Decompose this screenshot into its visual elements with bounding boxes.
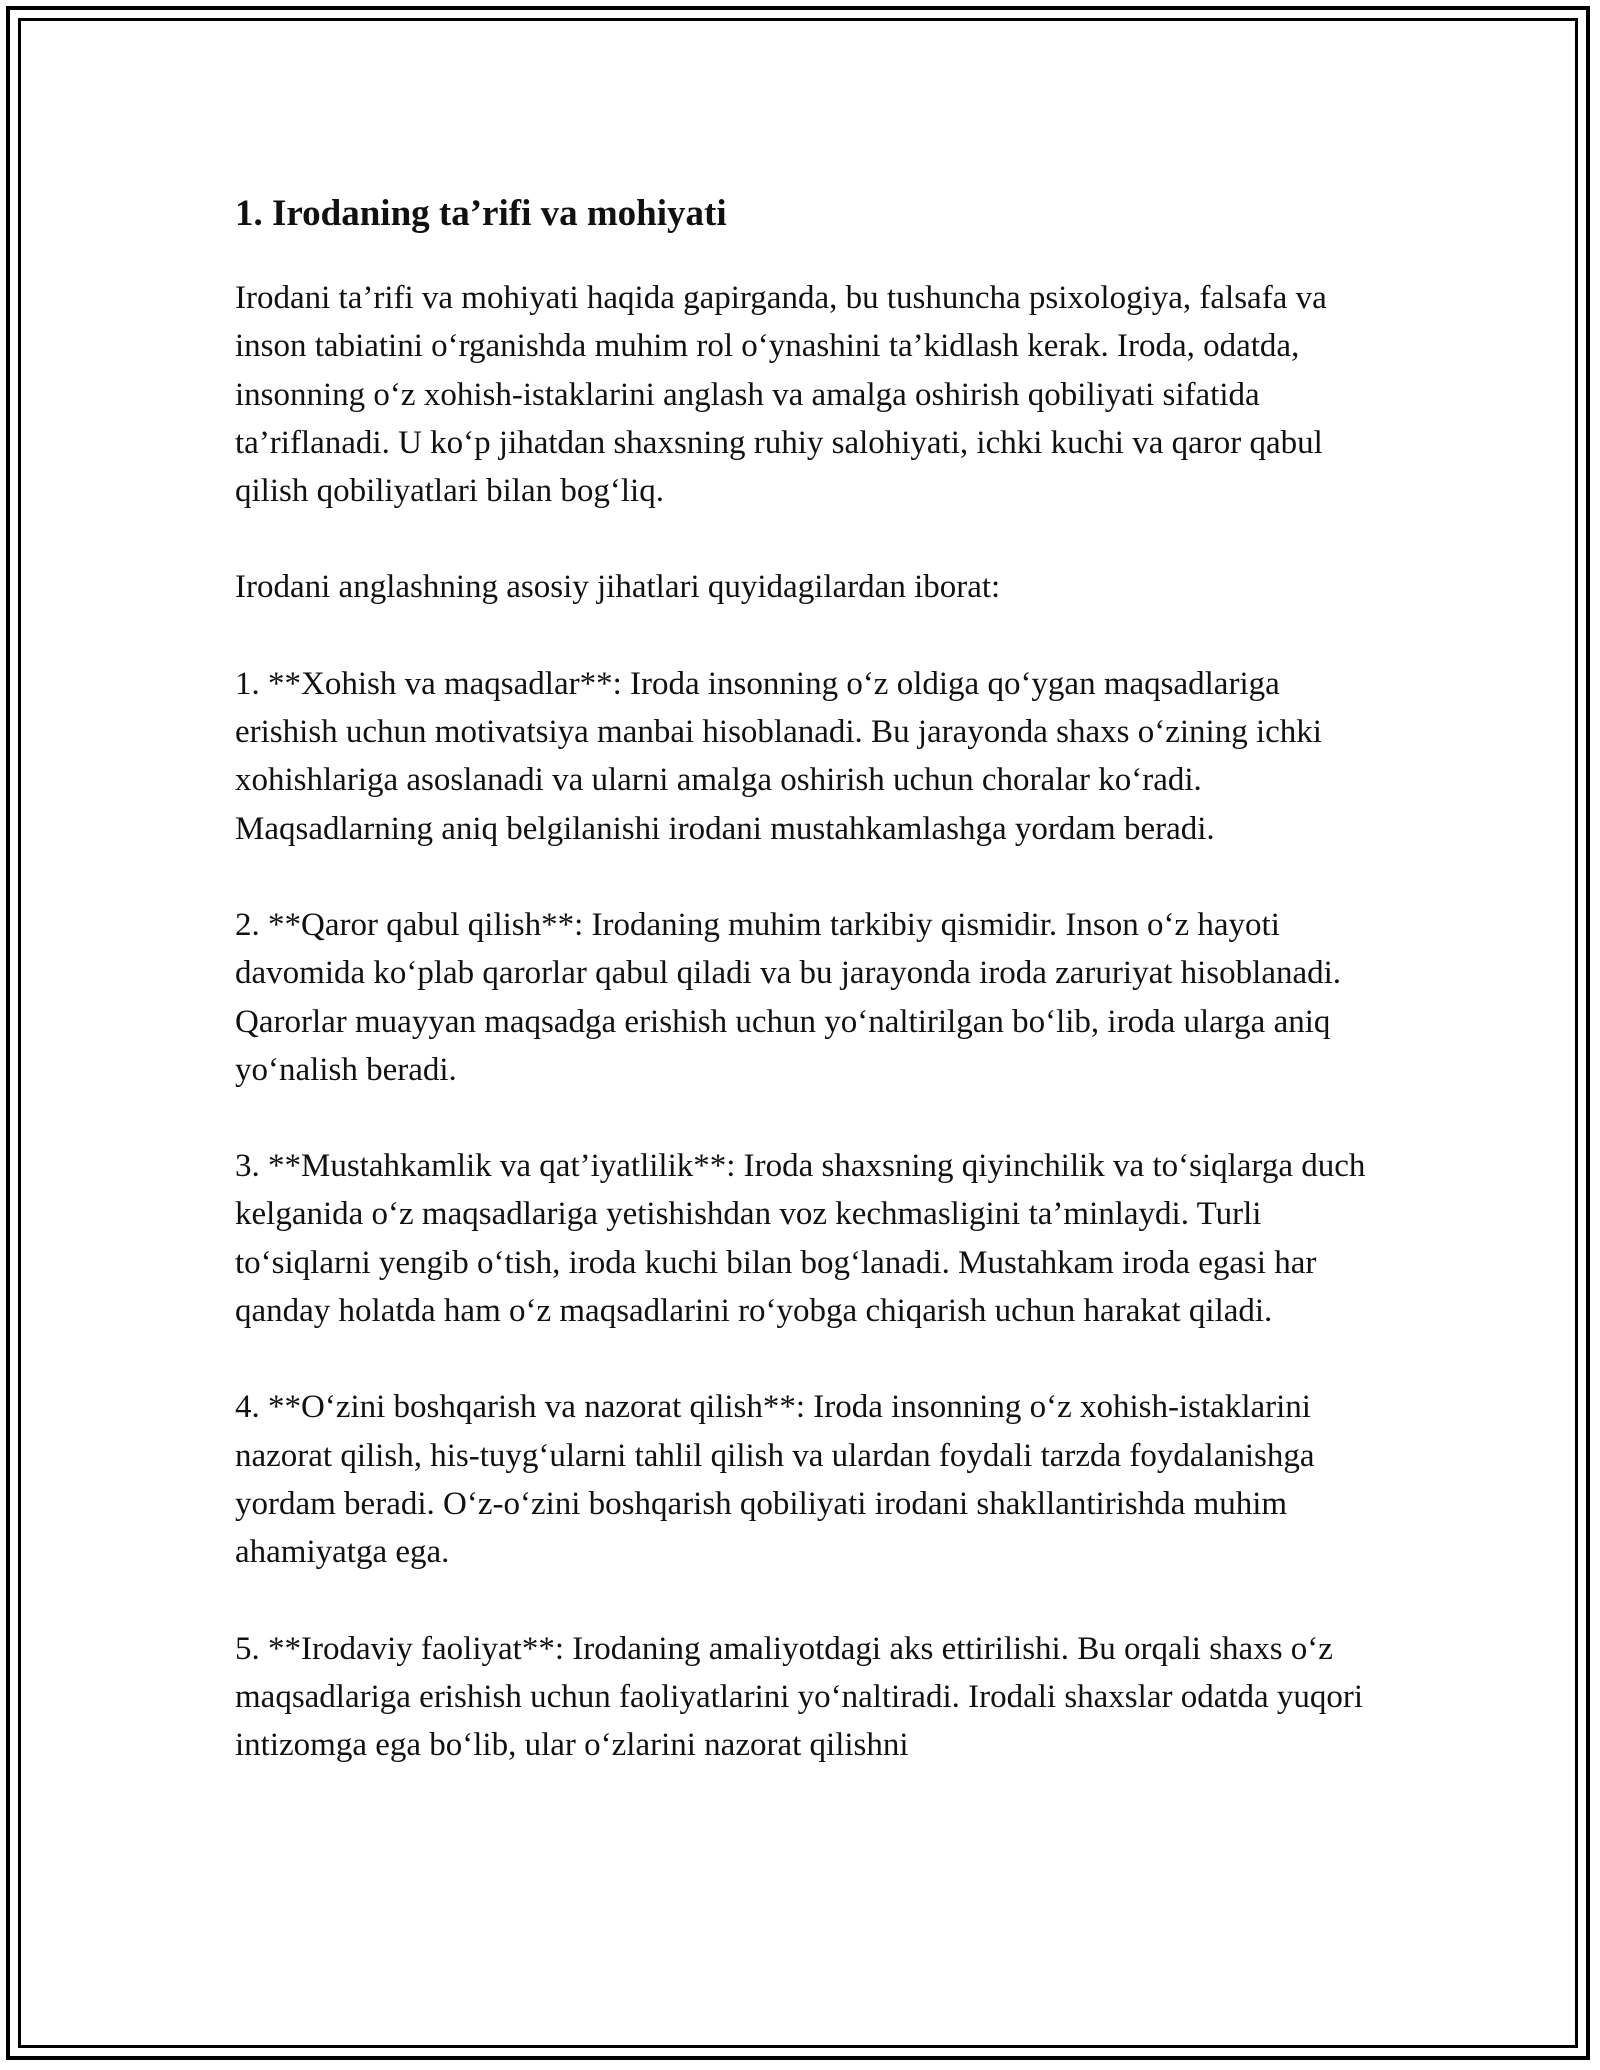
section-title: 1. Irodaning ta’rifi va mohiyati bbox=[235, 193, 727, 234]
document-body bbox=[235, 186, 1375, 1769]
list-item-3: 3. **Mustahkamlik va qat’iyatlilik**: Iroda shaxsning qiyinchilik va to‘siqlarga duch kelganida o‘z maqsadlariga yetishishdan voz kechmasligini ta’minlaydi. Turli to‘siqlarni yengib o‘tish, iroda kuchi bilan bog‘lanadi. Mustahkam iroda egasi har qanday holatda ham o‘z maqsadlarini ro‘yobga chiqarish uchun harakat qiladi. bbox=[235, 1148, 1366, 1330]
list-item-4: 4. **O‘zini boshqarish va nazorat qilish**: Iroda insonning o‘z xohish-istaklarini nazorat qilish, his-tuyg‘ularni tahlil qilish va ulardan foydali tarzda foydalanishga yordam beradi. O‘z-o‘zini boshqarish qobiliyati irodani shakllantirishda muhim ahamiyatga ega. bbox=[235, 1389, 1315, 1571]
paragraph-aspects-lead: Irodani anglashning asosiy jihatlari quyidagilardan iborat: bbox=[235, 569, 1001, 606]
list-item-2: 2. **Qaror qabul qilish**: Irodaning muhim tarkibiy qismidir. Inson o‘z hayoti davomida ko‘plab qarorlar qabul qiladi va bu jarayonda iroda zaruriyat hisoblanadi. Qarorlar muayyan maqsadga erishish uchun yo‘naltirilgan bo‘lib, iroda ularga aniq yo‘nalish beradi. bbox=[235, 906, 1342, 1088]
paragraph-intro: Irodani ta’rifi va mohiyati haqida gapirganda, bu tushuncha psixologiya, falsafa va inson tabiatini o‘rganishda muhim rol o‘ynashini ta’kidlash kerak. Iroda, odatda, insonning o‘z xohish-istaklarini anglash va amalga oshirish qobiliyati sifatida ta’riflanadi. U ko‘p jihatdan shaxsning ruhiy salohiyati, ichki kuchi va qaror qabul qilish qobiliyatlari bilan bog‘liq. bbox=[235, 280, 1327, 510]
list-item-5: 5. **Irodaviy faoliyat**: Irodaning amaliyotdagi aks ettirilishi. Bu orqali shaxs o‘z maqsadlariga erishish uchun faoliyatlarini yo‘naltiradi. Irodali shaxslar odatda yuqori intizomga ega bo‘lib, ular o‘zlarini nazorat qilishni bbox=[235, 1630, 1364, 1764]
list-item-1: 1. **Xohish va maqsadlar**: Iroda insonning o‘z oldiga qo‘ygan maqsadlariga erishish uchun motivatsiya manbai hisoblanadi. Bu jarayonda shaxs o‘zining ichki xohishlariga asoslanadi va ularni amalga oshirish uchun choralar ko‘radi. Maqsadlarning aniq belgilanishi irodani mustahkamlashga yordam beradi. bbox=[235, 665, 1322, 847]
